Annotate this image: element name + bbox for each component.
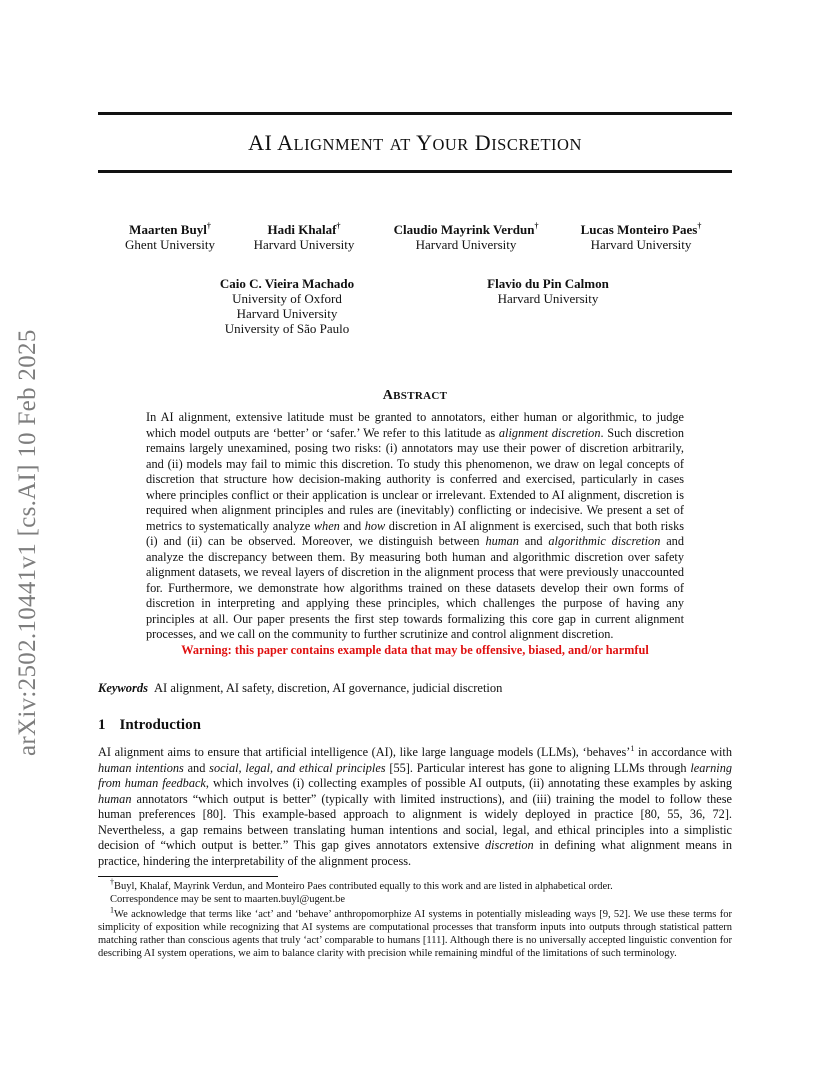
footnote-rule [98,876,278,877]
author-affiliation: Harvard University [590,237,692,252]
author-affiliation: Harvard University [497,291,599,306]
abstract-heading: ABSTRACT [382,388,448,403]
section-heading: 1 Introduction [98,717,201,733]
title-rule-top [98,112,732,115]
author-affiliation: University of Oxford [232,291,342,306]
keywords-list: AI alignment, AI safety, discretion, AI governance, judicial discretion [154,681,503,695]
author-affiliation: Ghent University [125,237,215,252]
author-name: Lucas Monteiro Paes† [580,221,702,237]
arxiv-identifier: arXiv:2502.10441v1 [cs.AI] 10 Feb 2025 [14,329,41,756]
title-rule-bottom [98,170,732,173]
footnotes [98,877,732,962]
author-block [108,222,232,252]
intro-paragraph: AI alignment aims to ensure that artificial intelligence (AI), like large language models (LLMs), ‘behaves’$^1$ in accordance with human intentions and social, legal, and ethical principles [55]. Particular interest has gone to aligning LLMs through learning from human feedback, which involves (i) collecting examples of possible AI outputs, (ii) annotating these examples by asking human annotators “which output is better” (typically with limited instructions), and (iii) training the model to follow these human preferences [80]. This example-based approach to alignment is widely deployed in practice [80, 55, 36, 72]. Nevertheless, a gap remains between translating human intentions and social, legal, and ethical principles into a simplistic decision of “which output is better.” This gap gives annotators extensive discretion in defining what alignment means in practice, hindering the interpretability of the alignment process. [98,743,732,868]
author-affiliation: Harvard University [253,237,355,252]
author-block [476,276,620,306]
author-name: Hadi Khalaf† [267,221,341,237]
author-block [380,222,552,252]
author-name: Claudio Mayrink Verdun† [393,221,539,237]
footnote-anthropomorphism: $^1$We acknowledge that terms like ‘act’ and ‘behave’ anthropomorphize AI systems in potentially misleading ways [9, 52]. We use these terms for simplicity of exposition while recognizing that AI systems are computational processes that transform inputs into outputs through statistical pattern matching rather than conscious agents that truly ‘act’ comparable to humans [111]. Although there is no universally accepted linguistic convention for describing AI system operations, we aim to balance clarity with precision while remaining mindful of the limitations of such terminology. [98,905,732,959]
author-block [208,276,366,336]
keywords [98,681,502,696]
keywords-label: Keywords [98,681,148,695]
author-name: Maarten Buyl† [129,221,211,237]
paper-title: AI ALIGNMENT AT YOUR DISCRETION [248,130,582,155]
author-name: Flavio du Pin Calmon [487,276,609,291]
content-warning: Warning: this paper contains example data that may be offensive, biased, and/or harmful [181,642,649,657]
abstract-text: In AI alignment, extensive latitude must be granted to annotators, either human or algorithmic, to judge which model outputs are ‘better’ or ‘safer.’ We refer to this latitude as alignment discretion. Such discretion remains largely unexamined, posing two risks: (i) annotators may use their power of discretion arbitrarily, and (ii) models may fail to mimic this discretion. To study this phenomenon, we draw on legal concepts of discretion that structure how decision-making authority is conferred and exercised, particularly in cases where principles conflict or their application is unclear or irrelevant. Extended to AI alignment, discretion is required when alignment principles and rules are (inevitably) conflicting or indecisive. We present a set of metrics to systematically analyze when and how discretion in AI alignment is exercised, such that both risks (i) and (ii) can be observed. Moreover, we distinguish between human and algorithmic discretion and analyze the discrepancy between them. By measuring both human and algorithmic discretion over safety alignment datasets, we reveal layers of discretion in the alignment process that were previously unaccounted for. Furthermore, we demonstrate how algorithms trained on these datasets develop their own forms of discretion in interpreting and applying these principles, which challenges the purpose of having any principles at all. Our paper presents the first step towards formalizing this core gap in current alignment processes, and we call on the community to further scrutinize and control alignment discretion. Warning: this paper contains example data that may be offensive, biased, and/or harmful [146,410,685,657]
footnote-ref: 1 [630,743,635,753]
author-block [240,222,368,252]
author-affiliation: University of São Paulo [224,321,350,336]
author-affiliation: Harvard University [236,306,338,321]
footnote-contribution: †Buyl, Khalaf, Mayrink Verdun, and Monteiro Paes contributed equally to this work and are listed in alphabetical order. Correspondence may be sent to maarten.buyl@ugent.be [110,877,613,905]
author-affiliation: Harvard University [415,237,517,252]
author-name: Caio C. Vieira Machado [219,276,355,291]
author-block [566,222,716,252]
